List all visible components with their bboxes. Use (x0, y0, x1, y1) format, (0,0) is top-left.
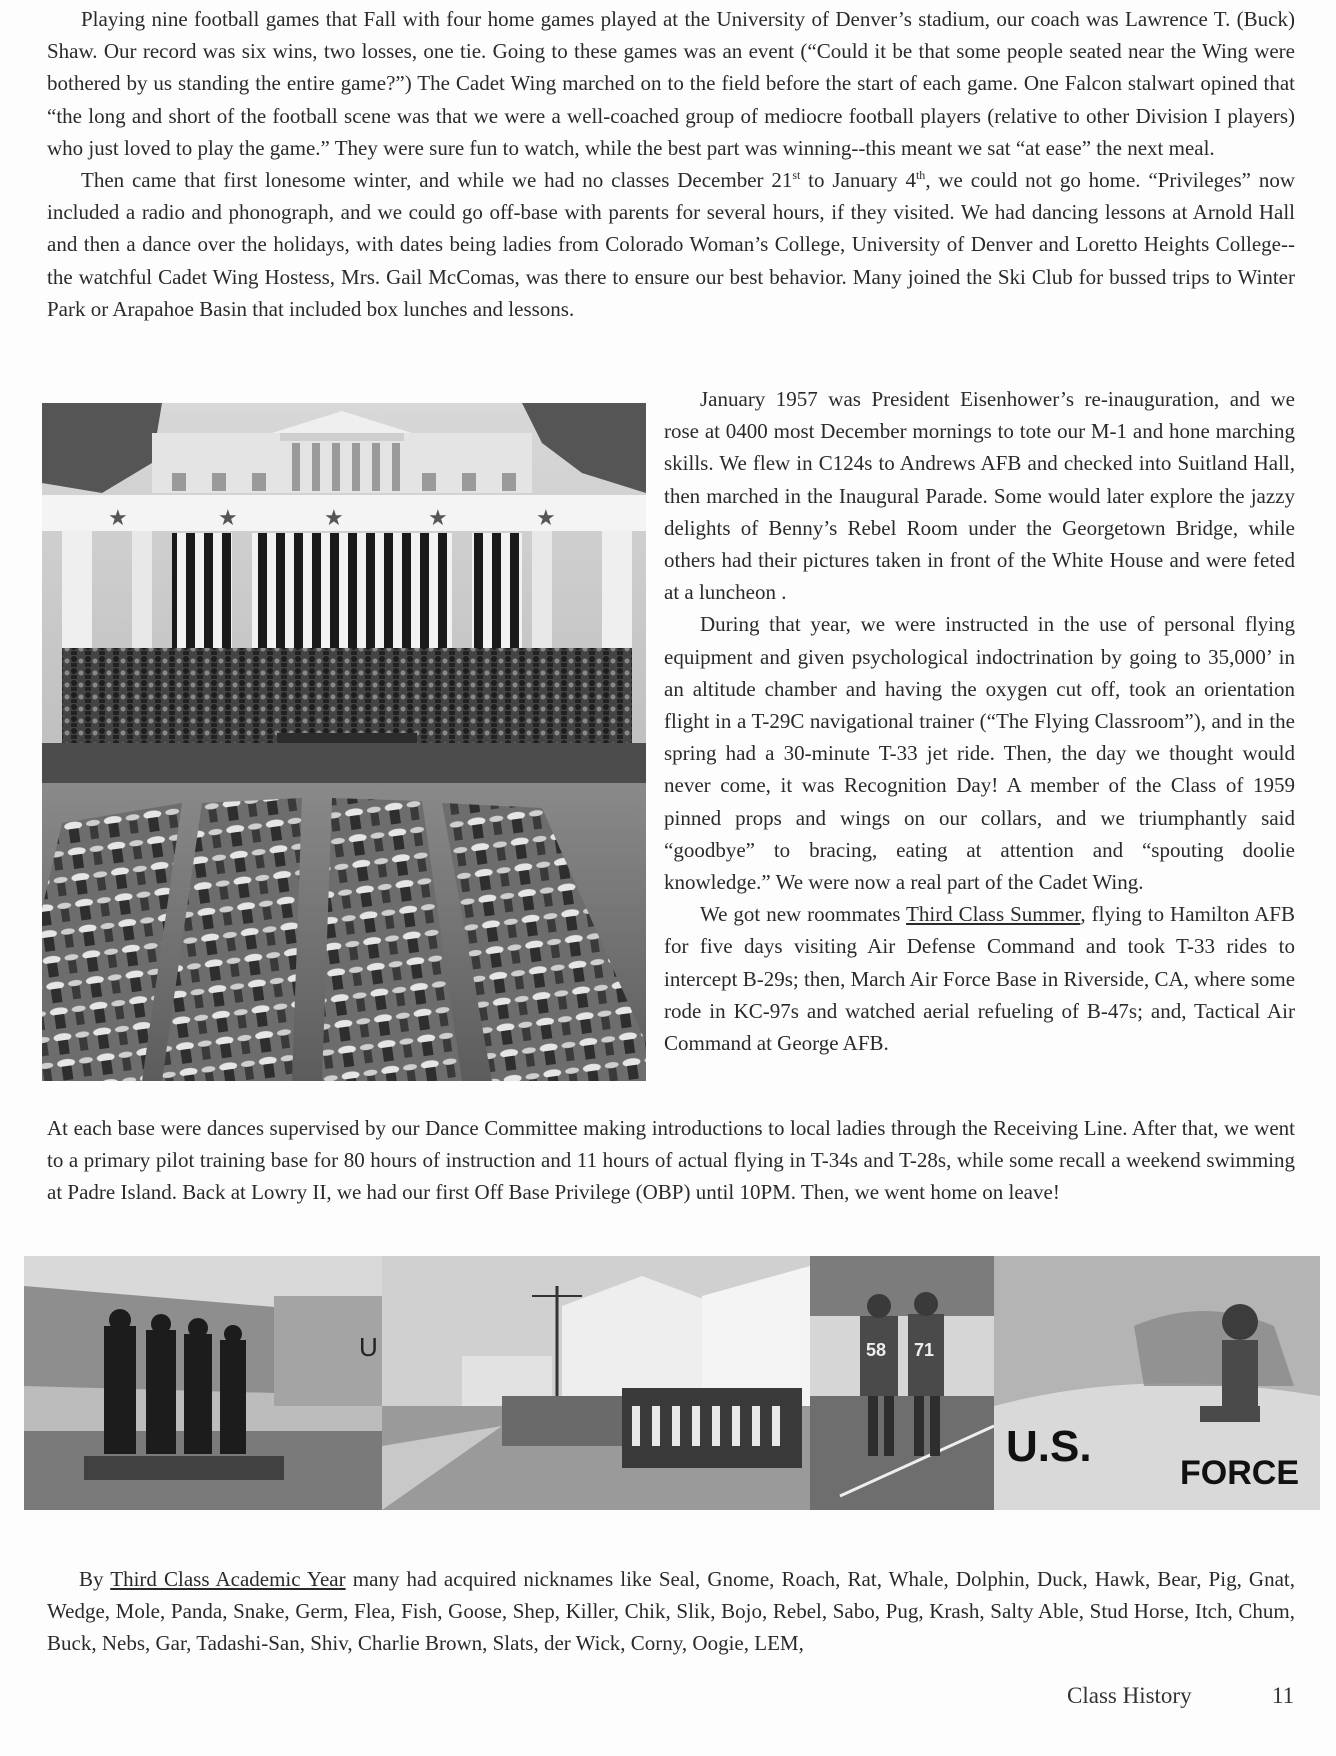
leave-paragraph: At each base were dances supervised by our Dance Committee making introductions to local ladies through the Receiving Line. After that, we went to a primary pilot training base for 80 hours of instruction and 11 hours of actual flying in T-34s and T-28s, while some recall a weekend swimming at Padre Island. Back at Lowry II, we had our first Off Base Privilege (OBP) until 10PM. Then, we went home on leave! (47, 1116, 1295, 1205)
svg-text:★: ★ (108, 506, 128, 531)
svg-text:★: ★ (536, 506, 556, 531)
right-column-text (664, 383, 1295, 1059)
inauguration-paragraph: January 1957 was President Eisenhower’s re-inauguration, and we rose at 0400 most December mornings to tote our M-1 and hone marching skills. We flew in C124s to Andrews AFB and checked into Suitland Hall, then marched in the Inaugural Parade. Some would later explore the jazzy delights of Benny’s Rebel Room under the Georgetown Bridge, while others had their pictures taken in front of the White House and were feted at a luncheon . (664, 387, 1295, 605)
jersey-number-58: 58 (866, 1340, 887, 1360)
jersey-number-71: 71 (914, 1340, 935, 1360)
recognition-paragraph: During that year, we were instructed in the use of personal flying equipment and given psychological indoctrination by going to 35,000’ in an altitude chamber and having the oxygen cut off, took an orientation flight in a T-29C navigational trainer (“The Flying Classroom”), and in the spring had a 30-minute T-33 jet ride. Then, the day we thought would never come, it was Recognition Day! A member of the Class of 1959 pinned props and wings on our collars, and we triumphantly said “goodbye” to bracing, eating at attention and “spouting doolie knowledge.” We were now a real part of the Cadet Wing. (664, 612, 1295, 895)
plane-marking: U (359, 1332, 378, 1362)
us-marking: U.S. (1006, 1422, 1092, 1471)
third-class-summer-paragraph: We got new roommates Third Class Summer, flying to Hamilton AFB for five days visiting Air Defense Command and took T-33 rides to intercept B-29s; then, March Air Force Base in Riverside, CA, where some rode in KC-97s and watched aerial refueling of B-47s; and, Tactical Air Command at George AFB. (664, 902, 1296, 1056)
svg-text:★: ★ (428, 506, 448, 531)
photo-strip (24, 1256, 1320, 1510)
svg-text:★: ★ (324, 506, 344, 531)
inaugural-parade-photo (42, 403, 646, 1081)
page-number: 11 (1272, 1683, 1295, 1708)
intro-text (47, 3, 1295, 325)
third-class-academic-year-link: Third Class Academic Year (110, 1567, 346, 1591)
pilot-on-jet-photo (994, 1256, 1320, 1510)
winter-paragraph: Then came that first lonesome winter, and while we had no classes December 21st to January 4th, we could not go home. “Privileges” now included a radio and phonograph, and we could go off-base with parents for several hours, if they visited. We had dancing lessons at Arnold Hall and then a dance over the holidays, with dates being ladies from Colorado Woman’s College, University of Denver and Loretto Heights College--the watchful Cadet Wing Hostess, Mrs. Gail McComas, was there to ensure our best behavior. Many joined the Ski Club for bussed trips to Winter Park or Arapahoe Basin that included box lunches and lessons. (47, 168, 1295, 321)
cadets-in-formation-photo (382, 1256, 810, 1510)
football-players-photo (810, 1256, 994, 1510)
nicknames-paragraph: By Third Class Academic Year many had acquired nicknames like Seal, Gnome, Roach, Rat, Whale, Dolphin, Duck, Hawk, Bear, Pig, Gnat, Wedge, Mole, Panda, Snake, Germ, Flea, Fish, Goose, Shep, Killer, Chik, Slik, Bojo, Rebel, Sabo, Pug, Krash, Salty Able, Stud Horse, Itch, Chum, Buck, Nebs, Gar, Tadashi-San, Shiv, Charlie Brown, Slats, der Wick, Corny, Oogie, LEM, (47, 1567, 1295, 1656)
parade-photo-image (42, 403, 646, 1081)
cadets-by-aircraft-photo (24, 1256, 382, 1510)
svg-text:★: ★ (218, 506, 238, 531)
nicknames-text (47, 1563, 1295, 1660)
football-paragraph: Playing nine football games that Fall with four home games played at the University of Denver’s stadium, our coach was Lawrence T. (Buck) Shaw. Our record was six wins, two losses, one tie. Going to these games was an event (“Could it be that some people seated near the Wing were bothered by us standing the entire game?”) The Cadet Wing marched on to the field before the start of each game. One Falcon stalwart opined that “the long and short of the football scene was that we were a well-coached group of mediocre football players (relative to other Division I players) who just loved to play the game.” They were sure fun to watch, while the best part was winning--this meant we sat “at ease” the next meal. (47, 7, 1295, 160)
third-class-summer-link: Third Class Summer (906, 902, 1081, 927)
footer-section-title: Class History (1067, 1683, 1192, 1708)
force-marking: FORCE (1180, 1454, 1299, 1492)
